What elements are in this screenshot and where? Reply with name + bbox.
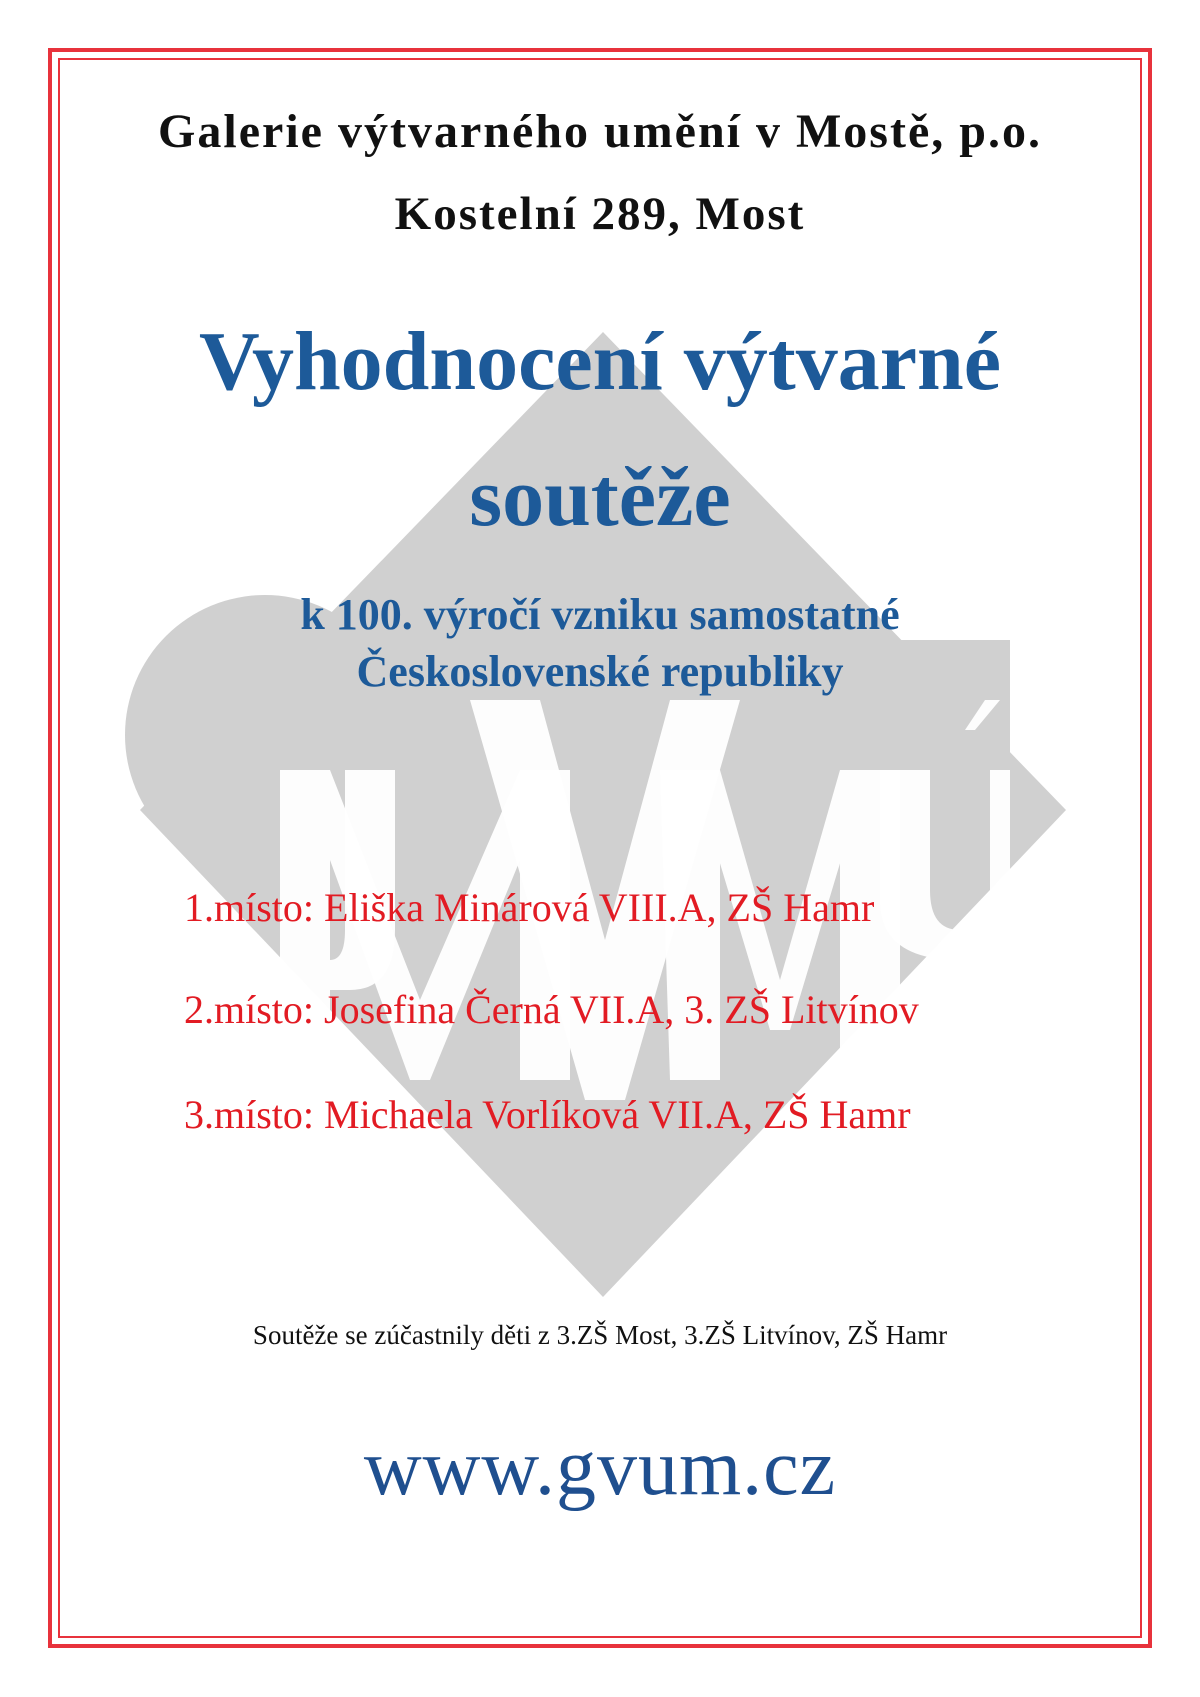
page-title-line1: Vyhodnocení výtvarné bbox=[199, 315, 1001, 408]
winner-third-place: 3.místo: Michaela Vorlíková VII.A, ZŠ Hamr bbox=[184, 1092, 911, 1137]
organization-name: Galerie výtvarného umění v Mostě, p.o. bbox=[158, 105, 1042, 158]
website-link[interactable]: www.gvum.cz bbox=[363, 1424, 837, 1512]
page-title-line2: soutěže bbox=[469, 451, 731, 544]
winner-second-place: 2.místo: Josefina Černá VII.A, 3. ZŠ Litvínov bbox=[184, 987, 919, 1032]
winner-first-place: 1.místo: Eliška Minárová VIII.A, ZŠ Hamr bbox=[184, 885, 875, 930]
participants-note: Soutěže se zúčastnily děti z 3.ZŠ Most, 3.ZŠ Litvínov, ZŠ Hamr bbox=[252, 1320, 948, 1350]
subtitle-line2: Československé republiky bbox=[356, 647, 844, 696]
organization-address: Kostelní 289, Most bbox=[394, 188, 806, 240]
subtitle-line1: k 100. výročí vzniku samostatné bbox=[300, 590, 900, 639]
